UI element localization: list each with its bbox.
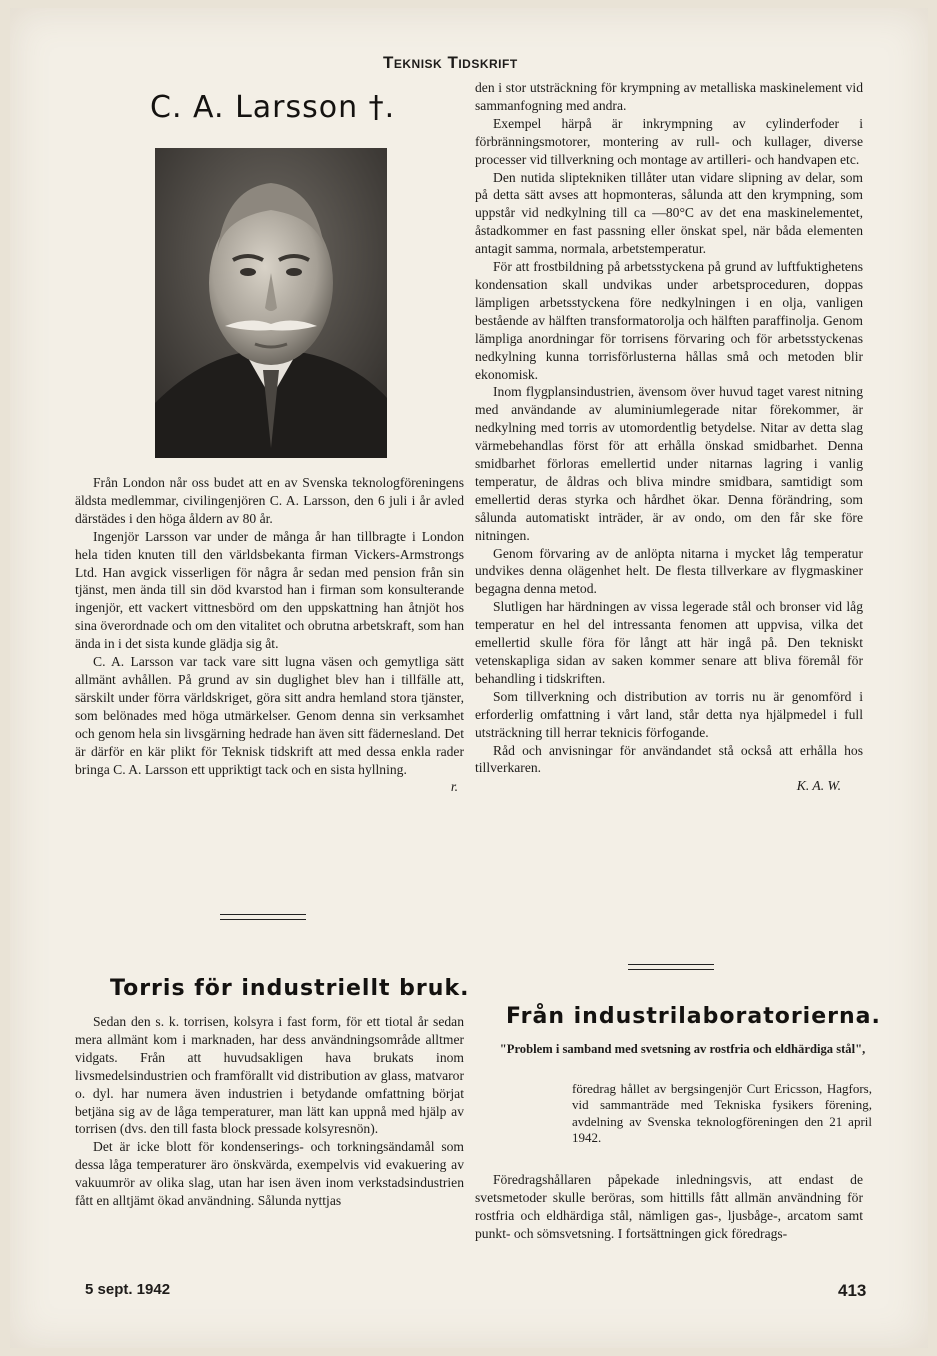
issue-date: 5 sept. 1942 xyxy=(85,1281,171,1298)
torris-paragraph: Genom förvaring av de anlöpta nitarna i mycket låg temperatur undvikes denna olägenhet helt. De flesta tillverkare av flygmaskiner begagna denna metod. xyxy=(475,545,863,597)
torris-paragraph: Inom flygplansindustrien, ävensom över huvud taget varest nitning med användande av aluminiumlegerade nitar förekommer, är nedkylning med torris av utomordentlig betydelse. Nitar av detta slag värmebehandlas först för att erhålla önskad smidbarhet. Denna smidbarhet förloras emellertid under nitarnas lagring i vanlig temperatur, de åldras och bliva mindre smidbara, samtidigt som emellertid deras styrka och hårdhet ökar. Denna förändring, som sålunda automatiskt inträder, är av ondo, om den får ske före nitningen. xyxy=(475,384,863,543)
laboratory-column xyxy=(475,1171,863,1243)
portrait-photo xyxy=(155,148,387,458)
torris-signature: K. A. W. xyxy=(796,778,841,794)
torris-paragraph: Den nutida sliptekniken tillåter utan vidare slipning av delar, som på detta sätt avses att hopmonteras, sålunda att den krympning, som uppstår vid nedkylning till ca —80°C av det ena maskinelementet, åstadkommer en fast passning eller önskat spel, när båda elementen antagit samma, normala, arbetstemperatur. xyxy=(475,169,863,257)
torris-paragraph: Råd och anvisningar för användandet stå också att erhålla hos tillverkaren. xyxy=(475,742,863,776)
torris-paragraph: Sedan den s. k. torrisen, kolsyra i fast form, för ett tiotal år sedan mera allmänt kom i marknaden, har dess användningsområde alltmer vidgats. Från att huvudsakligen hava brukats inom livsmedelsindustrien och framförallt vid distribution av glass, matvaror o. dyl. har numera även industrien i betydande omfattning börjat betjäna sig av de låga temperaturer, man lätt kan uppnå med hjälp av torrisen (dvs. den till fasta block pressade kolsyresnön). xyxy=(75,1014,464,1137)
portrait-image xyxy=(155,148,387,458)
torris-paragraph: Det är icke blott för kondenserings- och torkningsändamål som dessa låga temperaturer äro önskvärda, exempelvis vid evakuering av vakuumrör av olika slag, utan har isen även inom verkstadsindustrien fått en alltjämt ökad användning. Sålunda nyttjas xyxy=(75,1139,464,1209)
torris-paragraph: Som tillverkning och distribution av torris nu är genomförd i erforderlig omfattning i vårt land, står detta nya hjälpmedel i full utsträckning till herrar teknicis förfogande. xyxy=(475,688,863,740)
obituary-column xyxy=(75,474,464,796)
laboratory-paragraph: Föredragshållaren påpekade inledningsvis, att endast de svetsmetoder skulle beröras, som hittills fått allmän användning för rostfria och eldhärdiga stål, nämligen gas-, ljusbåge-, arcatom samt punkt- och sömsvetsning. I fortsättningen gick föredrags- xyxy=(475,1172,863,1241)
obituary-title: C. A. Larsson †. xyxy=(150,90,396,125)
obituary-signature: r. xyxy=(450,779,458,795)
lecture-title: "Problem i samband med svetsning av rostfria och eldhärdiga stål", xyxy=(499,1042,866,1056)
laboratory-title: Från industrilaboratorierna. xyxy=(506,1004,881,1029)
page-number: 413 xyxy=(838,1281,867,1300)
obituary-paragraph: C. A. Larsson var tack vare sitt lugna väsen och gemytliga sätt allmänt avhållen. På grund av sin duglighet blev han i tillfälle att, särskilt under förra världskriget, göra sitt andra hemland stora tjänster, som belönades med höga utmärkelser. Genom denna sin verksamhet och genom hela sin livsgärning hedrade han även sitt fädernesland. Det är därför en kär plikt för Teknisk tidskrift att med dessa enkla rader bringa C. A. Larsson ett uppriktigt tack och en sista hyllning. xyxy=(75,654,464,777)
torris-column-right xyxy=(475,79,863,795)
obituary-paragraph: Från London når oss budet att en av Svenska teknologföreningens äldsta medlemmar, civilingenjören C. A. Larsson, den 6 juli i år avled därstädes i den höga åldern av 80 år. xyxy=(75,475,464,526)
divider-rule xyxy=(220,914,306,920)
torris-paragraph: För att frostbildning på arbetsstyckena på grund av luftfuktighetens kondensation skall undvikas under arbetsproceduren, doppas lämpligen arbetsstyckena före nedkylningen i en olja, vanligen bestående av hälften transformatorolja och hälften paraffinolja. Genom lämpliga anordningar för torrisens förvaring och för arbetsstyckenas nedkylning kunna torrisförlusterna hållas små och metoden blir ekonomisk. xyxy=(475,259,863,382)
torris-paragraph: Exempel härpå är inkrympning av cylinderfoder i förbränningsmotorer, montering av rull- och kullager, diverse processer vid tillverkning och montage av artilleri- och handvapen etc. xyxy=(475,115,863,167)
torris-paragraph: den i stor utsträckning för krympning av metalliska maskinelement vid sammanfogning med andra. xyxy=(475,80,863,113)
journal-page xyxy=(10,8,928,1348)
lecture-note: föredrag hållet av bergsingenjör Curt Ericsson, Hagfors, vid sammanträde med Tekniska fysikers förening, avdelning av Svenska teknologföreningen den 21 april 1942. xyxy=(572,1081,872,1145)
divider-rule xyxy=(628,964,714,970)
torris-paragraph: Slutligen har härdningen av vissa legerade stål och bronser vid låg temperatur en hel del intressanta fenomen att uppvisa, vilka det emellertid skulle föra för långt att här ingå på. Den tekniskt vetenskapliga sidan av saken kommer senare att bliva föremål för behandling i tidskriften. xyxy=(475,599,863,686)
obituary-paragraph: Ingenjör Larsson var under de många år han tillbragte i London hela tiden knuten till den världsbekanta firman Vickers-Armstrongs Ltd. Han avgick visserligen för några år sedan med pension från sin tjänst, men ända till sin död kvarstod han i firman som konsulterande ingenjör, ett vackert vittnesbörd om den uppskattning han åtnjöt hos sina överordnade och om den vitalitet och obrutna arbetskraft, som han ända in i det sista kunde glädja sig åt. xyxy=(75,528,464,652)
masthead: Teknisk Tidskrift xyxy=(383,53,518,72)
torris-column-left xyxy=(75,1013,464,1210)
torris-title: Torris för industriellt bruk. xyxy=(110,976,470,1001)
